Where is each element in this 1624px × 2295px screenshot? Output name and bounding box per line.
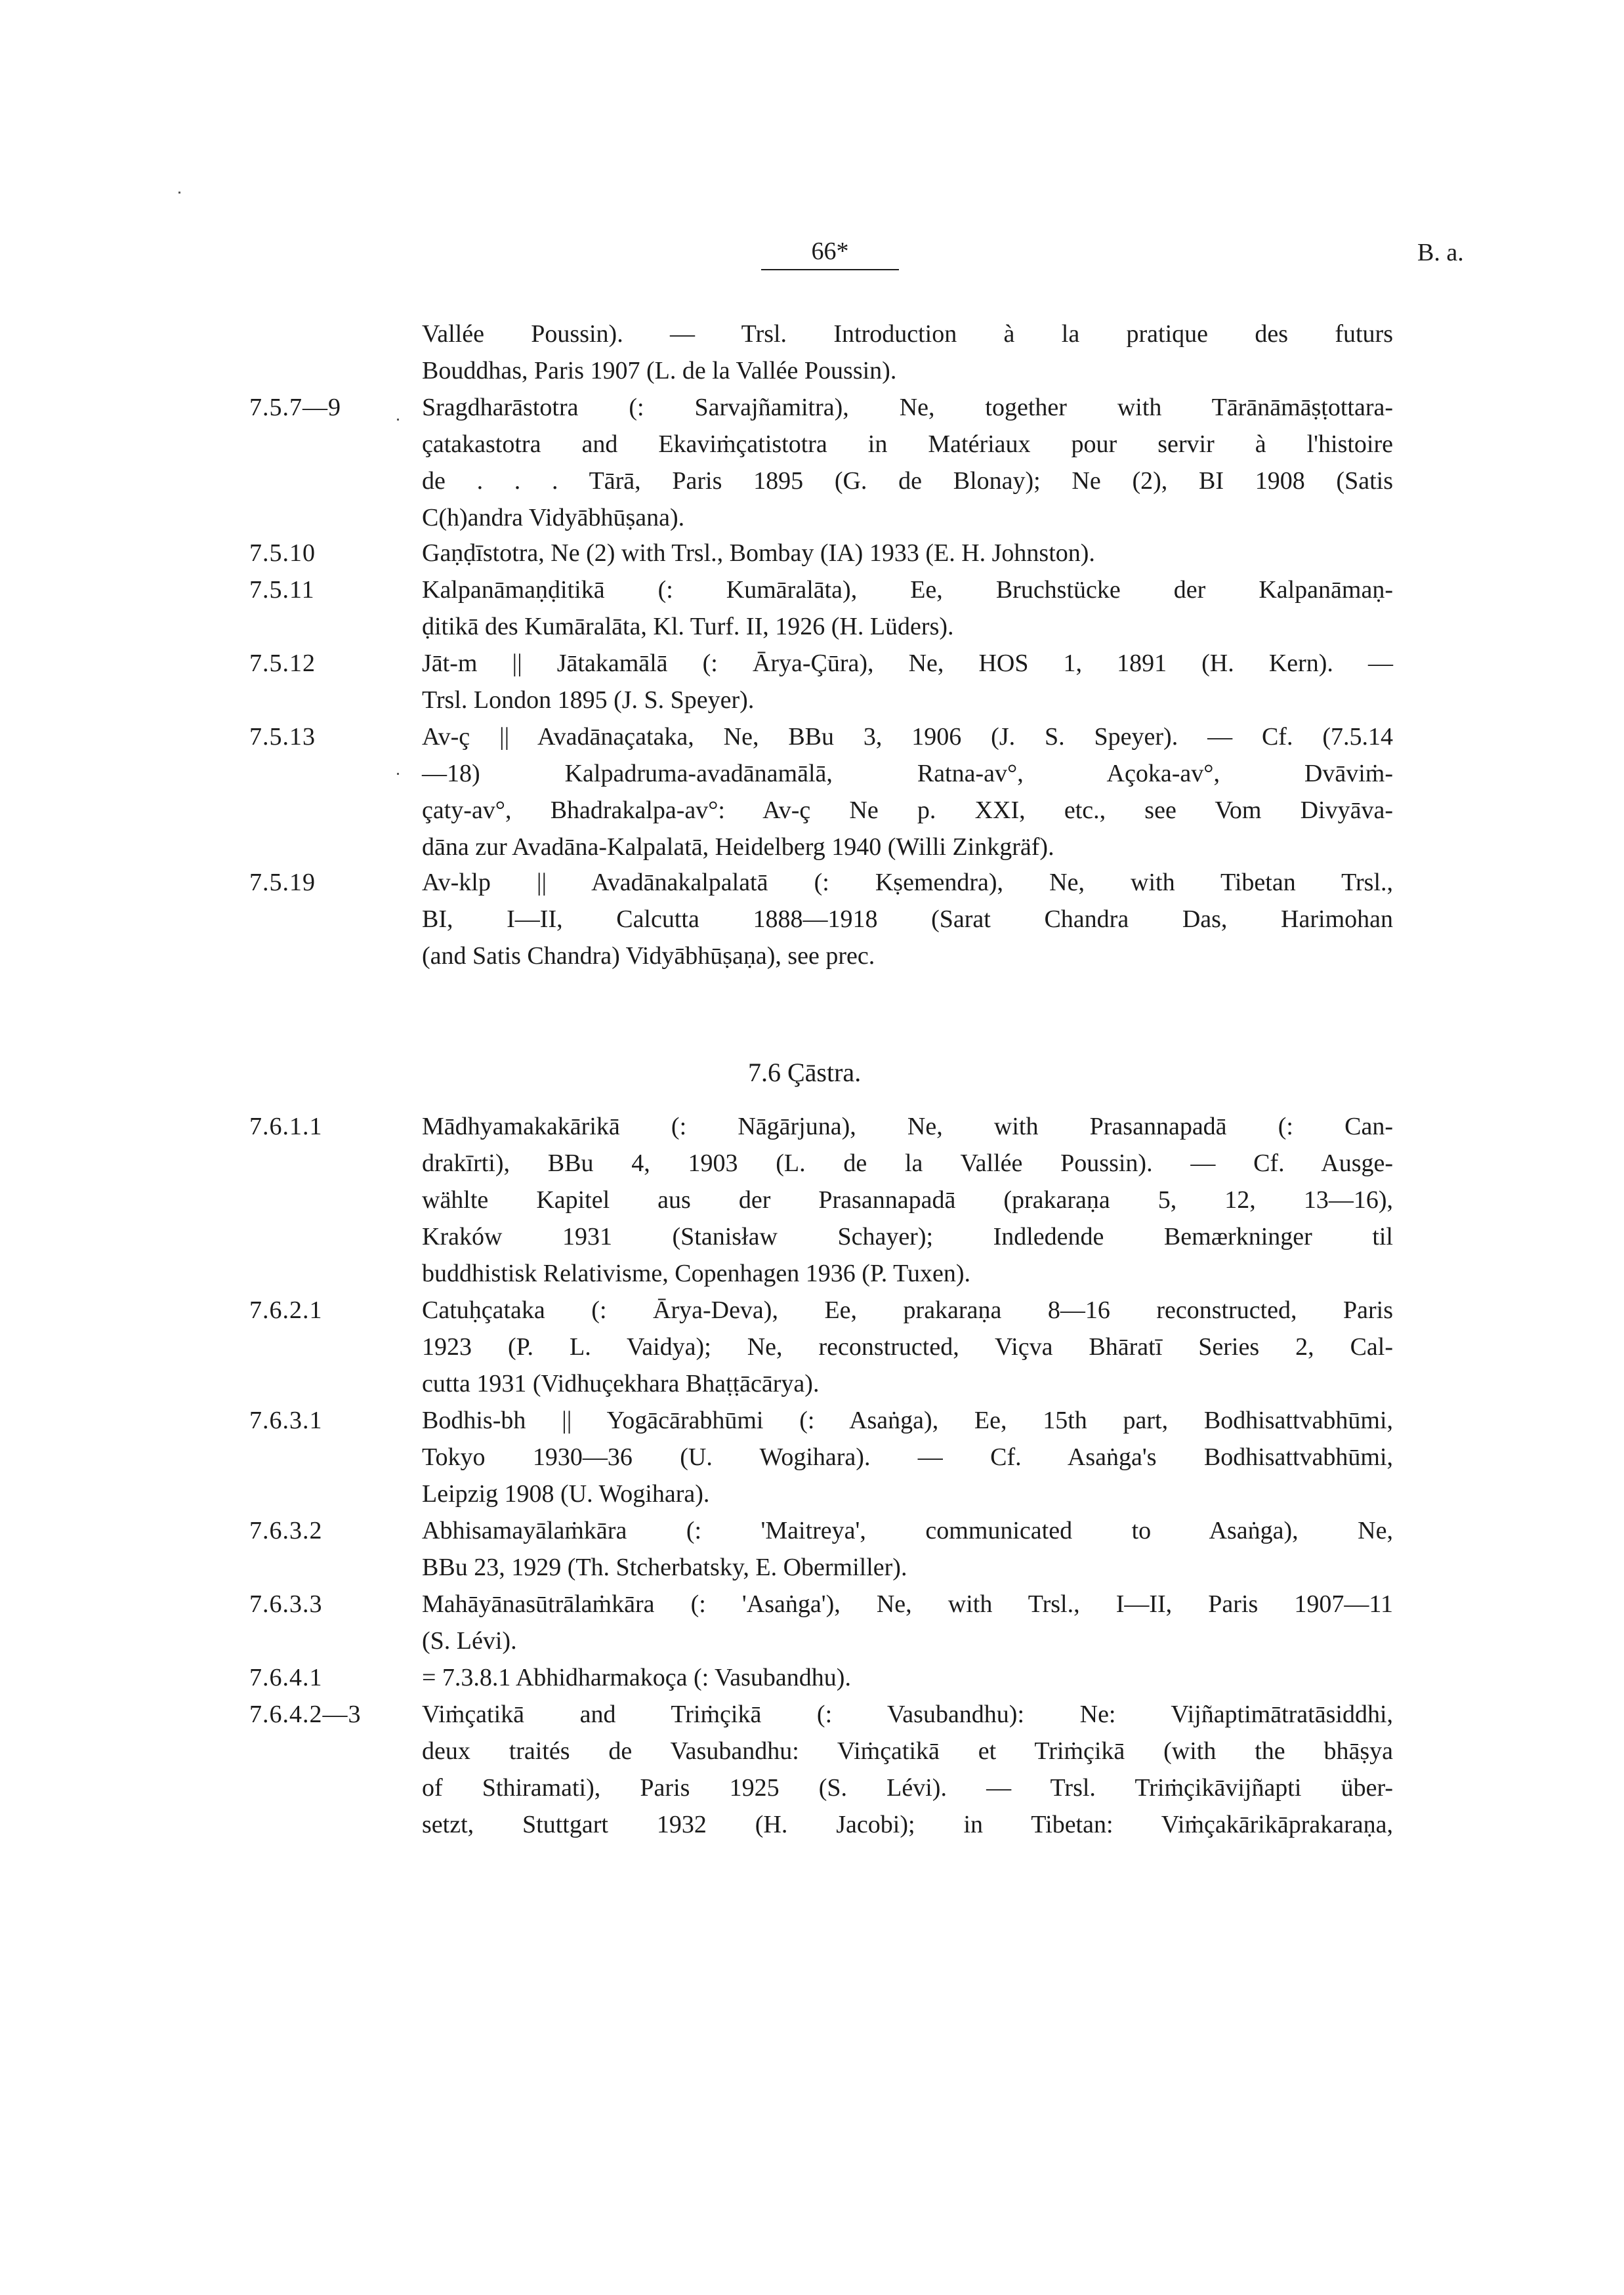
entry-line: (S. Lévi). (422, 1627, 517, 1655)
entry-line: dāna zur Avadāna-Kalpalatā, Heidelberg 1940 (Willi Zinkgräf). (422, 833, 1054, 861)
entry-line: Mādhyamakakārikā (: Nāgārjuna), Ne, with Prasannapadā (: Can- (422, 1113, 1393, 1140)
entry-number: 7.5.7—9 (249, 394, 341, 421)
entry-line: Tokyo 1930—36 (U. Wogihara). — Cf. Asaṅga's Bodhisattvabhūmi, (422, 1443, 1393, 1471)
entry-line: Bouddhas, Paris 1907 (L. de la Vallée Poussin). (422, 357, 897, 384)
section-reference: B. a. (1417, 239, 1464, 266)
entry-number: 7.6.1.1 (249, 1113, 323, 1140)
entry-number: 7.6.4.2—3 (249, 1701, 362, 1728)
section-heading: 7.6 Çāstra. (748, 1058, 862, 1087)
entry-line: Kalpanāmaṇḍitikā (: Kumāralāta), Ee, Bruchstücke der Kalpanāmaṇ- (422, 576, 1393, 604)
entry-line: Sragdharāstotra (: Sarvajñamitra), Ne, together with Tārānāmāṣṭottara- (422, 394, 1393, 421)
entry-line: Jāt-m || Jātakamālā (: Ārya-Çūra), Ne, HOS 1, 1891 (H. Kern). — (422, 650, 1393, 677)
entry-line: wählte Kapitel aus der Prasannapadā (prakaraṇa 5, 12, 13—16), (422, 1186, 1393, 1214)
page-number: 66* (761, 236, 899, 270)
entry-line: (and Satis Chandra) Vidyābhūṣaṇa), see prec. (422, 942, 875, 970)
entry-line: Av-klp || Avadānakalpalatā (: Kṣemendra), Ne, with Tibetan Trsl., (422, 869, 1393, 896)
entry-line: C(h)andra Vidyābhūṣana). (422, 504, 685, 531)
entry-line: deux traités de Vasubandhu: Viṁçatikā et Triṁçikā (with the bhāṣya (422, 1737, 1393, 1765)
entry-line: BBu 23, 1929 (Th. Stcherbatsky, E. Obermiller). (422, 1554, 907, 1581)
entry-line: = 7.3.8.1 Abhidharmakoça (: Vasubandhu). (422, 1664, 851, 1691)
entry-line: Leipzig 1908 (U. Wogihara). (422, 1480, 710, 1508)
entry-number: 7.5.13 (249, 723, 316, 751)
entry-number: 7.5.11 (249, 576, 315, 604)
entry-number: 7.6.3.1 (249, 1407, 323, 1434)
stray-mark (397, 419, 399, 421)
entry-number: 7.6.3.3 (249, 1590, 323, 1618)
entry-line: Av-ç || Avadānaçataka, Ne, BBu 3, 1906 (J. S. Speyer). — Cf. (7.5.14 (422, 723, 1393, 751)
stray-mark (397, 773, 399, 775)
entry-line: Mahāyānasūtrālaṁkāra (: 'Asaṅga'), Ne, with Trsl., I—II, Paris 1907—11 (422, 1590, 1393, 1618)
entry-line: —18) Kalpadruma-avadānamālā, Ratna-av°, Açoka-av°, Dvāviṁ- (422, 760, 1393, 787)
entry-line: Trsl. London 1895 (J. S. Speyer). (422, 686, 755, 714)
entry-number: 7.5.12 (249, 650, 316, 677)
entry-number: 7.6.2.1 (249, 1296, 323, 1324)
entry-line: ḍitikā des Kumāralāta, Kl. Turf. II, 1926 (H. Lüders). (422, 613, 954, 640)
entry-line: Bodhis-bh || Yogācārabhūmi (: Asaṅga), Ee, 15th part, Bodhisattvabhūmi, (422, 1407, 1393, 1434)
stray-mark (178, 192, 180, 194)
entry-line: BI, I—II, Calcutta 1888—1918 (Sarat Chandra Das, Harimohan (422, 905, 1393, 933)
entry-line: Vallée Poussin). — Trsl. Introduction à la pratique des futurs (422, 320, 1393, 348)
entry-line: Viṁçatikā and Triṁçikā (: Vasubandhu): Ne: Vijñaptimātratāsiddhi, (422, 1701, 1393, 1728)
entry-line: çaty-av°, Bhadrakalpa-av°: Av-ç Ne p. XXI, etc., see Vom Divyāva- (422, 796, 1393, 824)
entry-line: 1923 (P. L. Vaidya); Ne, reconstructed, Viçva Bhāratī Series 2, Cal- (422, 1333, 1393, 1361)
entry-line: çatakastotra and Ekaviṁçatistotra in Matériaux pour servir à l'histoire (422, 430, 1393, 458)
entry-line: cutta 1931 (Vidhuçekhara Bhaṭṭācārya). (422, 1370, 820, 1397)
entry-line: drakīrti), BBu 4, 1903 (L. de la Vallée Poussin). — Cf. Ausge- (422, 1149, 1393, 1177)
entry-number: 7.5.19 (249, 869, 316, 896)
entry-line: Catuḥçataka (: Ārya-Deva), Ee, prakaraṇa 8—16 reconstructed, Paris (422, 1296, 1393, 1324)
entry-line: setzt, Stuttgart 1932 (H. Jacobi); in Tibetan: Viṁçakārikāprakaraṇa, (422, 1811, 1393, 1838)
entry-number: 7.5.10 (249, 539, 316, 567)
entry-line: Abhisamayālaṁkāra (: 'Maitreya', communicated to Asaṅga), Ne, (422, 1517, 1393, 1544)
entry-number: 7.6.3.2 (249, 1517, 323, 1544)
entry-line: Gaṇḍīstotra, Ne (2) with Trsl., Bombay (IA) 1933 (E. H. Johnston). (422, 539, 1095, 567)
entry-line: buddhistisk Relativisme, Copenhagen 1936 (P. Tuxen). (422, 1260, 970, 1287)
entry-line: of Sthiramati), Paris 1925 (S. Lévi). — Trsl. Triṁçikāvijñapti über- (422, 1774, 1393, 1802)
entry-line: de . . . Tārā, Paris 1895 (G. de Blonay); Ne (2), BI 1908 (Satis (422, 467, 1393, 495)
entry-number: 7.6.4.1 (249, 1664, 323, 1691)
entry-line: Kraków 1931 (Stanisław Schayer); Indledende Bemærkninger til (422, 1223, 1393, 1251)
